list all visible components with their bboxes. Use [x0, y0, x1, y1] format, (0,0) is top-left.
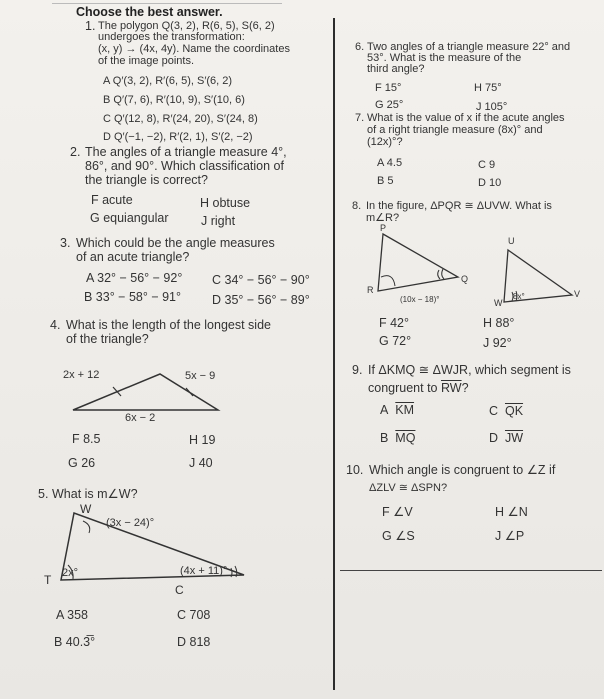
top-rule: [52, 3, 282, 4]
answer-choice[interactable]: D 818: [177, 635, 211, 649]
answer-choice[interactable]: B 33° − 58° − 91°: [84, 290, 182, 304]
answer-choice[interactable]: J 40: [189, 456, 213, 470]
question-number: 7.: [355, 112, 365, 124]
question-stem-line: ΔZLV ≅ ΔSPN?: [369, 482, 448, 494]
column-divider: [333, 18, 335, 690]
question-number: 4.: [50, 318, 61, 332]
question-mark: ?: [461, 381, 469, 395]
triangle-figure: [55, 360, 255, 430]
question-stem-line: of an acute triangle?: [76, 250, 190, 264]
vertex-label: C: [175, 583, 184, 597]
answer-choice[interactable]: C 708: [177, 608, 211, 622]
question-stem-line: The angles of a triangle measure 4°,: [85, 145, 287, 159]
vertex-label: R: [367, 285, 374, 295]
question-stem-line: [368, 381, 469, 395]
angle-label: 2x°: [62, 567, 79, 579]
choice-letter: D: [489, 431, 499, 445]
question-stem-line: In the figure, ΔPQR ≅ ΔUVW. What is: [366, 200, 552, 212]
question-stem-line: m∠R?: [366, 212, 400, 224]
segment-label: $\overline{KM}$: [395, 403, 415, 417]
angle-label: (4x + 11)°: [180, 565, 228, 577]
answer-choice[interactable]: J 105°: [476, 101, 508, 113]
question-stem-line: (x, y) → (4x, 4y). Name the coordinates: [98, 43, 290, 55]
vertex-label: U: [508, 236, 515, 246]
angle-label: (3x − 24)°: [106, 517, 155, 529]
segment-label: $\overline{RW}$: [440, 381, 462, 395]
question-stem-line: third angle?: [367, 63, 425, 75]
answer-choice[interactable]: J right: [201, 214, 236, 228]
question-stem: What is m∠W?: [52, 487, 138, 501]
answer-choice[interactable]: F 15°: [375, 82, 402, 94]
question-stem-line: The polygon Q(3, 2), R(6, 5), S(6, 2): [98, 20, 275, 32]
vertex-label: T: [44, 573, 52, 587]
side-label: 5x − 9: [185, 370, 216, 382]
vertex-label: Q: [461, 274, 469, 284]
question-stem-line: 53°. What is the measure of the: [367, 52, 522, 64]
answer-choice[interactable]: D 10: [478, 177, 502, 189]
answer-choice[interactable]: D Q′(−1, −2), R′(2, 1), S′(2, −2): [103, 131, 253, 143]
question-stem-line: 86°, and 90°. Which classification of: [85, 159, 284, 173]
answer-choice[interactable]: H obtuse: [200, 196, 251, 210]
answer-choice[interactable]: G 25°: [375, 99, 404, 111]
vertex-label: P: [380, 223, 387, 233]
answer-choice[interactable]: B 5: [377, 175, 394, 187]
side-label: 2x + 12: [63, 369, 100, 381]
answer-choice[interactable]: [489, 431, 523, 445]
answer-choice[interactable]: A 358: [56, 608, 88, 622]
answer-choice[interactable]: D 35° − 56° − 89°: [212, 293, 310, 307]
answer-choice[interactable]: [380, 403, 414, 417]
question-stem-text: congruent to: [368, 381, 438, 395]
answer-rule: [340, 570, 602, 571]
answer-choice[interactable]: J 92°: [483, 336, 512, 350]
answer-choice[interactable]: B 40.3̅°: [54, 635, 96, 649]
vertex-label: W: [494, 298, 503, 308]
question-stem-line: of the triangle?: [66, 332, 149, 346]
instructions-heading: Choose the best answer.: [76, 5, 223, 19]
question-number: 9.: [352, 363, 363, 377]
question-stem-line: Two angles of a triangle measure 22° and: [367, 41, 571, 53]
question-stem-line: undergoes the transformation:: [98, 31, 245, 43]
answer-choice[interactable]: [489, 404, 523, 418]
answer-choice[interactable]: G ∠S: [382, 529, 415, 543]
question-number: 5.: [38, 487, 49, 501]
answer-choice[interactable]: C Q′(12, 8), R′(24, 20), S′(24, 8): [103, 113, 258, 125]
congruent-triangles-figure: [360, 222, 600, 307]
question-stem-line: of the image points.: [98, 55, 195, 67]
segment-label: $\overline{MQ}$: [395, 431, 416, 445]
answer-choice[interactable]: C 34° − 56° − 90°: [212, 273, 310, 287]
answer-choice[interactable]: A 32° − 56° − 92°: [86, 271, 183, 285]
answer-choice[interactable]: G 26: [68, 456, 96, 470]
answer-choice[interactable]: H 75°: [474, 82, 502, 94]
question-stem-line: What is the length of the longest side: [66, 318, 271, 332]
answer-choice[interactable]: G 72°: [379, 334, 412, 348]
answer-choice[interactable]: F ∠V: [382, 505, 413, 519]
question-number: 10.: [346, 463, 364, 477]
side-label: 6x − 2: [125, 412, 156, 424]
angle-label: 8x°: [513, 292, 525, 301]
question-number: 8.: [352, 200, 362, 212]
answer-choice[interactable]: H 19: [189, 433, 216, 447]
question-number: 1.: [85, 19, 96, 33]
question-stem-line: (12x)°?: [367, 136, 403, 148]
question-number: 2.: [70, 145, 81, 159]
question-stem-line: If ΔKMQ ≅ ΔWJR, which segment is: [368, 363, 571, 377]
segment-label: $\overline{QK}$: [504, 404, 524, 418]
question-stem-line: the triangle is correct?: [85, 173, 208, 187]
answer-choice[interactable]: C 9: [478, 159, 496, 171]
choice-letter: C: [489, 404, 499, 418]
answer-choice[interactable]: G equiangular: [90, 211, 169, 225]
answer-choice[interactable]: F 8.5: [72, 432, 101, 446]
angle-label: (10x − 18)°: [400, 295, 440, 304]
question-stem-line: of a right triangle measure (8x)° and: [367, 124, 543, 136]
answer-choice[interactable]: J ∠P: [495, 529, 525, 543]
answer-choice[interactable]: F 42°: [379, 316, 410, 330]
vertex-label: V: [574, 289, 581, 299]
answer-choice[interactable]: A Q′(3, 2), R′(6, 5), S′(6, 2): [103, 75, 233, 87]
segment-label: $\overline{JW}$: [504, 431, 524, 445]
choice-letter: A: [380, 403, 389, 417]
answer-choice[interactable]: [380, 431, 415, 445]
question-stem-line: Which could be the angle measures: [76, 236, 275, 250]
answer-choice[interactable]: H 88°: [483, 316, 515, 330]
answer-choice[interactable]: F acute: [91, 193, 133, 207]
triangle-figure: [40, 502, 280, 597]
question-stem-line: What is the value of x if the acute angles: [367, 112, 565, 124]
choice-letter: B: [380, 431, 389, 445]
answer-choice[interactable]: A 4.5: [377, 157, 403, 169]
answer-choice[interactable]: H ∠N: [495, 505, 528, 519]
answer-choice[interactable]: B Q′(7, 6), R′(10, 9), S′(10, 6): [103, 94, 245, 106]
question-number: 3.: [60, 236, 71, 250]
question-number: 6.: [355, 41, 365, 53]
vertex-label: W: [80, 502, 92, 516]
question-stem-line: Which angle is congruent to ∠Z if: [369, 463, 556, 477]
